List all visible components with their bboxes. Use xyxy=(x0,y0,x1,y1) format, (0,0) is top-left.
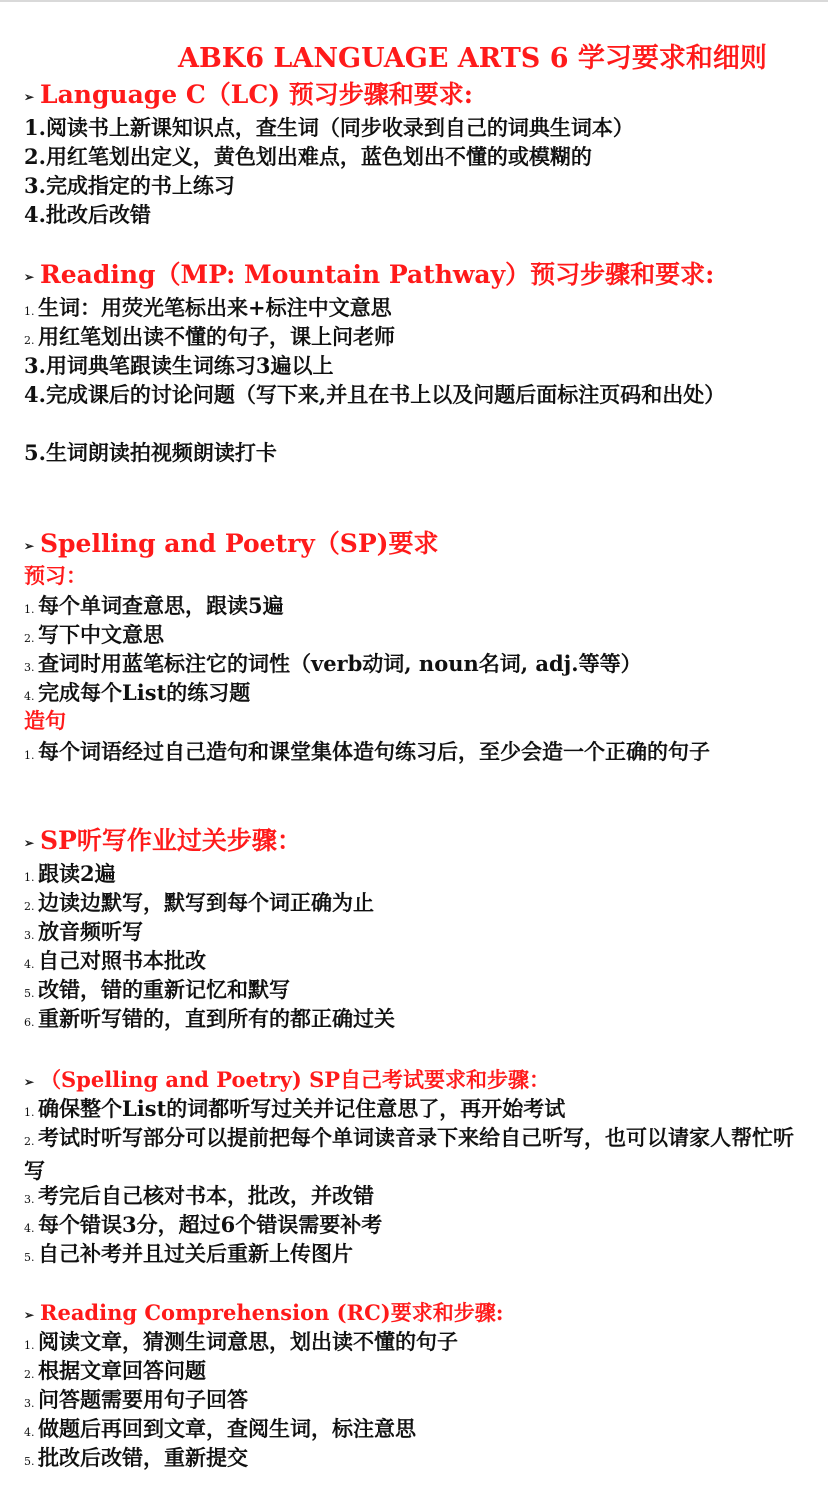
list-item: 4. 做题后再回到文章，查阅生词，标注意思 xyxy=(24,1416,416,1441)
list-item: 2. 写下中文意思 xyxy=(24,622,164,647)
list-item: 3. 考完后自己核对书本，批改，并改错 xyxy=(24,1183,374,1208)
section-heading-rc: ➢ Reading Comprehension (RC)要求和步骤: xyxy=(24,1297,814,1331)
list-item: 2.用红笔划出定义，黄色划出难点，蓝色划出不懂的或模糊的 xyxy=(24,144,592,169)
list-item: 6. 重新听写错的，直到所有的都正确过关 xyxy=(24,1006,395,1031)
list-item: 1. 确保整个List的词都听写过关并记住意思了，再开始考试 xyxy=(24,1096,566,1121)
arrowhead-bullet-icon: ➢ xyxy=(24,835,35,850)
section-heading-sp: ➢ Spelling and Poetry（SP)要求 xyxy=(24,528,814,562)
list-item: 3. 问答题需要用句子回答 xyxy=(24,1387,248,1412)
list-item: 4.完成课后的讨论问题（写下来,并且在书上以及问题后面标注页码和出处） xyxy=(24,382,726,407)
list-item: 5. 自己补考并且过关后重新上传图片 xyxy=(24,1241,353,1266)
subheading-preview: 预习： xyxy=(24,563,87,588)
list-item: 5.生词朗读拍视频朗读打卡 xyxy=(24,440,277,465)
subheading-sentence: 造句 xyxy=(24,708,66,733)
arrowhead-bullet-icon: ➢ xyxy=(24,89,35,104)
list-item: 3. 查词时用蓝笔标注它的词性（verb动词, noun名词, adj.等等） xyxy=(24,651,642,676)
arrowhead-bullet-icon: ➢ xyxy=(24,269,35,284)
list-item: 3.完成指定的书上练习 xyxy=(24,173,235,198)
list-item: 4.批改后改错 xyxy=(24,202,151,227)
list-item: 4. 自己对照书本批改 xyxy=(24,948,206,973)
top-border xyxy=(0,0,828,2)
list-item: 2. 边读边默写，默写到每个词正确为止 xyxy=(24,890,374,915)
list-item: 1. 每个单词查意思，跟读5遍 xyxy=(24,593,284,618)
list-item: 5. 批改后改错，重新提交 xyxy=(24,1445,248,1470)
section-heading-lc: ➢ Language C（LC) 预习步骤和要求: xyxy=(24,79,814,113)
list-item: 2. 考试时听写部分可以提前把每个单词读音录下来给自己听写，也可以请家人帮忙听写 xyxy=(24,1125,794,1183)
list-item: 4. 每个错误3分，超过6个错误需要补考 xyxy=(24,1212,383,1237)
list-item: 4. 完成每个List的练习题 xyxy=(24,680,251,705)
list-item: 5. 改错，错的重新记忆和默写 xyxy=(24,977,290,1002)
list-item: 1. 跟读2遍 xyxy=(24,861,116,886)
section-heading-reading: ➢ Reading（MP: Mountain Pathway）预习步骤和要求: xyxy=(24,259,814,293)
list-item: 3. 放音频听写 xyxy=(24,919,143,944)
section-heading-exam: ➢ （Spelling and Poetry) SP自己考试要求和步骤： xyxy=(24,1064,814,1098)
list-item: 1. 阅读文章，猜测生词意思，划出读不懂的句子 xyxy=(24,1329,458,1354)
arrowhead-bullet-icon: ➢ xyxy=(24,1074,35,1089)
list-item: 2. 用红笔划出读不懂的句子，课上问老师 xyxy=(24,324,395,349)
list-item: 2. 根据文章回答问题 xyxy=(24,1358,206,1383)
page-title: ABK6 LANGUAGE ARTS 6 学习要求和细则 xyxy=(178,43,767,74)
list-item: 1. 生词：用荧光笔标出来+标注中文意思 xyxy=(24,295,392,320)
list-item: 1.阅读书上新课知识点，查生词（同步收录到自己的词典生词本） xyxy=(24,115,634,140)
arrowhead-bullet-icon: ➢ xyxy=(24,1307,35,1322)
arrowhead-bullet-icon: ➢ xyxy=(24,538,35,553)
list-item: 1. 每个词语经过自己造句和课堂集体造句练习后，至少会造一个正确的句子 xyxy=(24,739,710,764)
list-item: 3.用词典笔跟读生词练习3遍以上 xyxy=(24,353,334,378)
section-heading-dictation: ➢ SP听写作业过关步骤： xyxy=(24,825,814,859)
